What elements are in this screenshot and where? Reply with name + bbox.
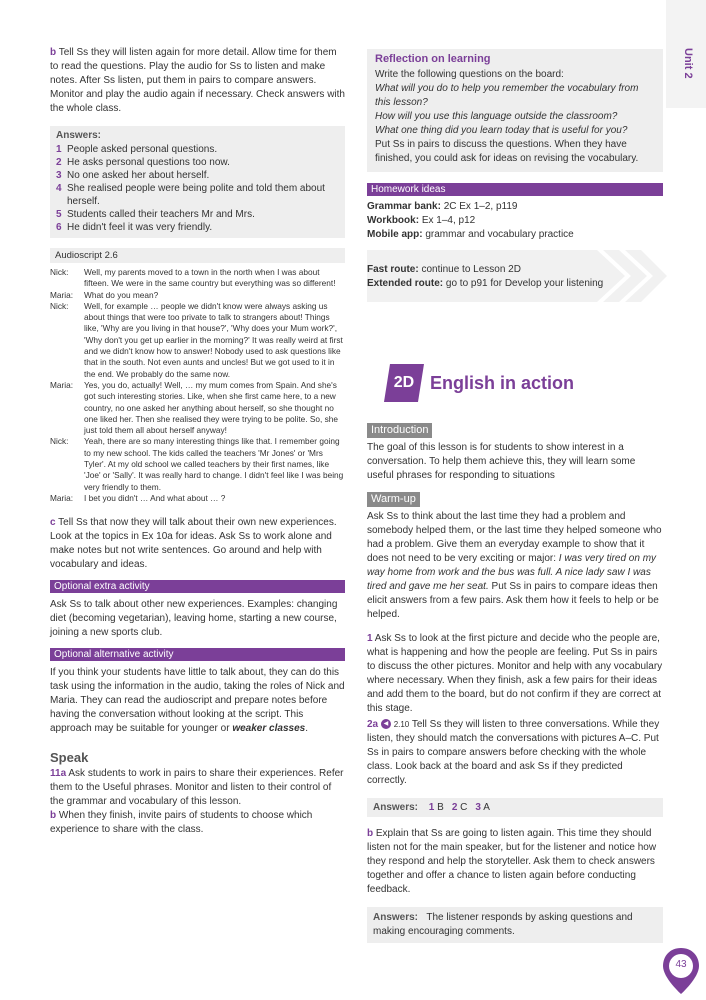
answer-number: 1 bbox=[56, 144, 62, 155]
introduction-text: The goal of this lesson is for students to show interest in a conversation. To help them achieve this, they will learn some useful phrases for responding to situations bbox=[367, 442, 636, 481]
unit-tab bbox=[666, 0, 706, 108]
answer-item bbox=[56, 169, 339, 182]
homework-value: 2C Ex 1–2, p119 bbox=[443, 201, 518, 212]
answer-number: 5 bbox=[56, 209, 62, 220]
page-number-marker bbox=[660, 946, 702, 996]
unit-label: Unit 2 bbox=[682, 48, 694, 79]
script-text: Yes, you do, actually! Well, … my mum comes from Spain. And she's got such interesting stories. Like, when she first came here, to a new country, no one asked her anything about herself, so she thought no one liked her. Then she realised they were trying to be polite. So, she just told them all about herself anyway! bbox=[84, 379, 338, 436]
script-text: I bet you didn't … And what about … ? bbox=[84, 492, 226, 503]
answer-pair bbox=[452, 802, 468, 813]
route-band bbox=[367, 250, 667, 302]
answer-number: 2 bbox=[451, 802, 458, 813]
reflection-question: How will you use this language outside the classroom? bbox=[375, 111, 618, 122]
script-text: Well, my parents moved to a town in the north when I was about fifteen. We were in the same country but everything was so different! bbox=[84, 267, 336, 289]
script-speaker: Nick: bbox=[50, 300, 69, 311]
script-line bbox=[50, 380, 345, 436]
fast-route: Fast route: continue to Lesson 2D bbox=[367, 264, 521, 275]
answers-box: Answers: 1 People asked personal questions. 2 He asks personal questions too now. 3 No one asked her about herself. 4 She realised people were being polite and told them about herself. 5 Students called their teachers Mr and Mrs. 6 He didn't feel it was very friendly. bbox=[50, 126, 345, 238]
exercise-2b: b Explain that Ss are going to listen again. This time they should listen not for the main speaker, but for the listener and notice how they respond and help the storyteller. Ask them to check answers together and offer a chance to listen again before conducting feedback. bbox=[367, 828, 657, 895]
answer-item bbox=[56, 156, 339, 169]
homework-item bbox=[367, 214, 663, 228]
reflection-question: What will you do to help you remember the vocabulary from this lesson? bbox=[375, 83, 639, 108]
audioscript-box bbox=[50, 248, 345, 504]
audio-icon[interactable]: ◀ bbox=[381, 719, 391, 729]
exercise-1: 1 Ask Ss to look at the first picture and decide who the people are, what is happening and how the people are feeling. Put Ss in pairs to discuss the other pictures. Monitor and help with any vocabulary where necessary. When they finish, ask a few pairs for their ideas and add them to the board, but do not confirm if they are correct at this stage. bbox=[367, 633, 663, 714]
reflection-outro: Put Ss in pairs to discuss the questions. When they have finished, you could ask for ideas on revising the vocabulary. bbox=[375, 139, 639, 164]
exercise-c-para: c Tell Ss that now they will talk about their own new experiences. Look at the topics in Ex 10a for ideas. Ask Ss to work alone and make notes but not write sentences. Go around and help with vocabulary and ideas. bbox=[50, 517, 337, 571]
homework-ideas bbox=[367, 183, 663, 242]
answer-text: No one asked her about herself. bbox=[67, 170, 210, 181]
optional-alternative-activity bbox=[50, 648, 345, 736]
script-line bbox=[50, 267, 345, 290]
location-pin-icon bbox=[660, 946, 702, 996]
answer-number: 4 bbox=[56, 183, 62, 194]
answer-number: 3 bbox=[56, 170, 62, 181]
warmup-text: Ask Ss to think about the last time they had a problem and somebody helped them, or the last time they helped someone who had a problem. Give them an everyday example to show that it does not need to be very exciting or major: I was very tired on my way home from work and the bus was full. A nice lady saw I was tired and gave me her seat. Put Ss in pairs to compare ideas then elicit answers from a few pairs. Ask them how it feels to help or be helped. bbox=[367, 511, 662, 620]
reflection-title: Reflection on learning bbox=[375, 53, 491, 65]
homework-title: Homework ideas bbox=[367, 183, 663, 196]
answer-item bbox=[56, 221, 339, 234]
homework-item bbox=[367, 228, 663, 242]
answer-number: 3 bbox=[475, 802, 481, 813]
reflection-intro: Write the following questions on the board: bbox=[375, 69, 564, 80]
answer-pair bbox=[429, 802, 444, 813]
reflection-box bbox=[367, 49, 663, 172]
answer-item bbox=[56, 208, 339, 221]
script-speaker: Nick: bbox=[50, 436, 69, 447]
homework-value: grammar and vocabulary practice bbox=[425, 229, 574, 240]
script-speaker: Maria: bbox=[50, 492, 74, 503]
script-speaker: Maria: bbox=[50, 379, 74, 390]
answer-item bbox=[56, 182, 339, 208]
exercise-b-para: b Tell Ss they will listen again for more detail. Allow time for them to read the questions. Play the audio for Ss to listen and make notes. After Ss listen, put them in pairs to compare answers. Monitor and play the audio again if necessary. Check answers with the whole class. bbox=[50, 47, 345, 114]
script-text: Yeah, there are so many interesting things like that. I remember going to my new school. The kids called the teachers 'Mr Jones' or 'Mrs Tyler'. At my old school we called teachers by their first names, like 'Joe' or 'Sally'. It was really hard to change. I didn't feel like I was being very friendly to them. bbox=[84, 436, 344, 492]
optional-alternative-text: If you think your students have little to talk about, they can do this task using the information in the audio, taking the roles of Nick and Maria. They can read the audioscript and prepare notes before having the conversation without looking at the script. This approach may be suitable for younger or weaker classes. bbox=[50, 667, 345, 735]
homework-key: Mobile app: bbox=[367, 229, 423, 240]
script-line bbox=[50, 436, 345, 492]
warmup-heading: Warm-up bbox=[367, 492, 420, 507]
introduction-heading: Introduction bbox=[367, 423, 432, 438]
script-text: What do you mean? bbox=[84, 289, 159, 300]
audioscript-title: Audioscript 2.6 bbox=[50, 248, 345, 263]
reflection-questions bbox=[375, 82, 655, 138]
left-column bbox=[50, 46, 345, 837]
answer-item bbox=[56, 143, 339, 156]
homework-list bbox=[367, 200, 663, 242]
page-number: 43 bbox=[675, 959, 687, 970]
answer-text: She realised people were being polite and told them about herself. bbox=[67, 183, 325, 207]
answer-pair bbox=[475, 802, 489, 813]
exercise-2a: 2a ◀ 2.10 Tell Ss they will listen to three conversations. While they listen, they should match the conversations with pictures A–C. Put Ss in pairs to compare answers before checking with the whole class. Look back at the board and ask Ss if they predicted correctly. bbox=[367, 719, 660, 786]
answer-number: 2 bbox=[56, 157, 62, 168]
script-text: Well, for example … people we didn't know were always asking us about things that were too private to talk to strangers about! Things like, 'Why are you living in that house?', 'Why does your Mum work?', 'Why don't you get up earlier in the morning?' It was really weird at first and we didn't know how to answer! Nobody used to ask questions like that in the south. Not even aunts and uncles! But we got used to it in the end. We probably do the same now. bbox=[84, 300, 343, 379]
script-line bbox=[50, 493, 345, 504]
right-body bbox=[367, 420, 663, 943]
script-speaker: Nick: bbox=[50, 267, 69, 277]
exercise-11a: 11a Ask students to work in pairs to share their experiences. Refer them to the Useful phrases. Monitor and listen to their control of the grammar and vocabulary of this lesson. bbox=[50, 768, 344, 808]
answers-2b-box: Answers: The listener responds by asking questions and making encouraging comments. bbox=[367, 907, 663, 943]
answer-value: A bbox=[483, 802, 490, 813]
homework-key: Grammar bank: bbox=[367, 201, 441, 212]
answers-list bbox=[56, 143, 339, 234]
homework-item bbox=[367, 200, 663, 214]
answers-2a-box: Answers: 1 B 2 C 3 A bbox=[367, 798, 663, 817]
answer-text: He asks personal questions too now. bbox=[67, 157, 230, 168]
optional-alternative-title: Optional alternative activity bbox=[50, 648, 345, 661]
answer-value: C bbox=[460, 802, 468, 813]
answers-2a-list bbox=[421, 802, 490, 813]
speak-heading: Speak bbox=[50, 750, 89, 766]
answer-text: People asked personal questions. bbox=[67, 144, 218, 155]
answer-text: He didn't feel it was very friendly. bbox=[67, 222, 213, 233]
speak-section bbox=[50, 750, 345, 837]
optional-extra-activity bbox=[50, 580, 345, 640]
lesson-badge: 2D bbox=[393, 374, 415, 391]
lesson-heading bbox=[384, 364, 574, 402]
answer-value: B bbox=[437, 802, 444, 813]
answer-number: 1 bbox=[428, 802, 435, 813]
audioscript-lines bbox=[50, 267, 345, 504]
homework-value: Ex 1–4, p12 bbox=[421, 215, 476, 226]
exercise-11b: b When they finish, invite pairs of students to choose which experience to share with the class. bbox=[50, 810, 313, 836]
homework-key: Workbook: bbox=[367, 215, 420, 226]
script-line bbox=[50, 301, 345, 380]
optional-extra-text: Ask Ss to talk about other new experiences. Examples: changing diet (becoming vegetarian), leaving home, starting a new course, joining a new sports club. bbox=[50, 599, 338, 639]
script-line bbox=[50, 290, 345, 301]
lesson-title: English in action bbox=[430, 372, 575, 393]
answer-number: 6 bbox=[56, 222, 62, 233]
extended-route: Extended route: go to p91 for Develop your listening bbox=[367, 278, 604, 289]
reflection-question: What one thing did you learn today that is useful for you? bbox=[375, 125, 628, 136]
script-speaker: Maria: bbox=[50, 289, 74, 300]
answer-text: Students called their teachers Mr and Mrs. bbox=[67, 209, 255, 220]
optional-extra-title: Optional extra activity bbox=[50, 580, 345, 593]
